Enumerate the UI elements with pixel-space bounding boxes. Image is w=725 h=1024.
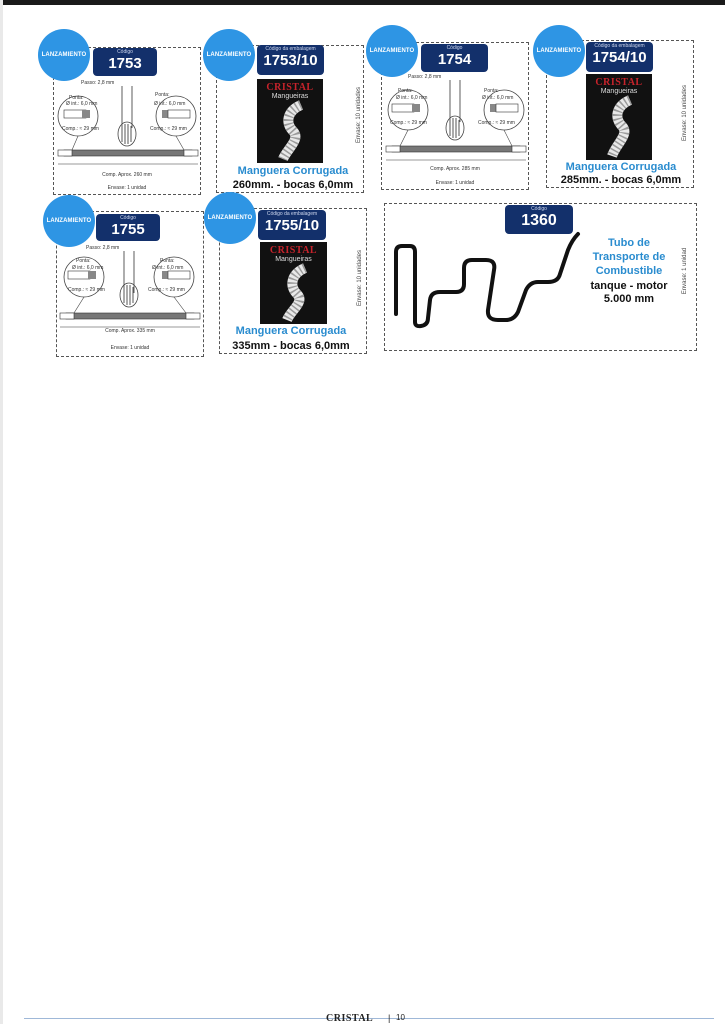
code-tag-1754 [421, 44, 488, 72]
catalog-cover-image [586, 74, 652, 160]
code-number: 1753/10 [263, 52, 318, 69]
launch-badge: LANZAMIENTO [38, 29, 90, 81]
code-number: 1754/10 [592, 49, 647, 66]
launch-badge: LANZAMIENTO [366, 25, 418, 77]
inner-diam-left: Ø int.: 6,0 mm [396, 95, 428, 101]
catalog-subtitle: Mangueiras [275, 256, 312, 263]
inner-diam-right: Ø int.: 6,0 mm [154, 101, 186, 107]
product-title: Manguera Corrugada [237, 165, 349, 177]
page-number: 10 [396, 1013, 405, 1022]
launch-badge: LANZAMIENTO [204, 192, 256, 244]
catalog-cover-image [257, 79, 323, 163]
package-vertical: Envase: 10 unidades [357, 249, 363, 307]
package-vertical: Envase: 10 unidades [682, 84, 688, 142]
catalog-subtitle: Mangueiras [271, 93, 309, 100]
catalog-brand: CRISTAL [266, 82, 314, 93]
product-description-line-1: tanque - motor [590, 280, 668, 292]
code-caption: Código da embalagem [265, 46, 316, 52]
length-small-left: Comp.: ≈ 29 mm [68, 287, 105, 293]
code-tag-1755-10 [258, 210, 326, 240]
tip-label-left: Ponta: [76, 258, 91, 264]
code-tag-1753 [93, 48, 157, 76]
product-description: 285mm. - bocas 6,0mm [560, 174, 682, 186]
catalog-cover-image [260, 242, 327, 324]
product-description: 335mm - bocas 6,0mm [232, 340, 350, 352]
package-note: Envase: 1 unidad [435, 180, 475, 186]
length-small-right: Comp.: ≈ 29 mm [148, 287, 185, 293]
inner-diam-left: Ø int.: 6,0 mm [66, 101, 98, 107]
pitch-label: Passo: 2,8 mm [81, 80, 115, 86]
package-vertical: Envase: 1 unidad [682, 247, 688, 295]
code-tag-1753-10 [257, 45, 324, 75]
code-caption: Código [117, 49, 133, 55]
code-tag-1755 [96, 214, 160, 241]
tip-label-right: Ponta: [484, 88, 499, 94]
total-length: Comp. Aprox. 335 mm [105, 328, 155, 334]
fuel-tube-image [388, 230, 588, 330]
catalog-brand: CRISTAL [269, 245, 318, 256]
top-scan-bar [0, 0, 725, 5]
length-small-right: Comp.: ≈ 29 mm [478, 120, 515, 126]
code-number: 1754 [437, 51, 472, 68]
length-small-right: Comp.: ≈ 29 mm [150, 126, 187, 132]
code-number: 1360 [521, 212, 557, 229]
code-caption: Código da embalagem [594, 43, 645, 49]
product-description: 260mm. - bocas 6,0mm [232, 179, 354, 191]
tip-label-right: Ponta: [160, 258, 175, 264]
length-small-left: Comp.: ≈ 29 mm [390, 120, 427, 126]
package-vertical: Envase: 10 unidades [356, 86, 362, 144]
tip-label-left: Ponta: [69, 95, 84, 101]
product-title: Manguera Corrugada [235, 325, 347, 337]
total-length: Comp. Aprox. 285 mm [430, 166, 480, 172]
code-number: 1753 [108, 55, 142, 72]
code-caption: Código [531, 206, 547, 212]
footer-separator: | [388, 1013, 391, 1023]
product-title: Manguera Corrugada [565, 161, 677, 173]
pitch-label: Passo: 2,8 mm [408, 74, 442, 80]
product-title-line-1: Tubo de [608, 237, 650, 249]
tip-label-left: Ponta: [398, 88, 413, 94]
launch-badge: LANZAMIENTO [43, 195, 95, 247]
catalog-brand: CRISTAL [595, 77, 643, 88]
code-caption: Código [446, 45, 463, 51]
inner-diam-left: Ø int.: 6,0 mm [72, 265, 104, 271]
catalog-subtitle: Mangueiras [600, 88, 638, 95]
code-number: 1755 [111, 221, 145, 238]
tip-label-right: Ponta: [155, 92, 170, 98]
code-number: 1755/10 [264, 217, 320, 234]
total-length: Comp. Aprox. 260 mm [102, 172, 152, 178]
product-title-line-3: Combustible [595, 265, 663, 277]
launch-badge: LANZAMIENTO [533, 25, 585, 77]
footer-brand: CRISTAL [326, 1013, 374, 1024]
product-description-line-2: 5.000 mm [603, 293, 655, 305]
code-tag-1754-10 [586, 42, 653, 72]
inner-diam-right: Ø int.: 6,0 mm [482, 95, 514, 101]
inner-diam-right: Ø int.: 6,0 mm [152, 265, 184, 271]
code-caption: Código [120, 215, 136, 221]
launch-badge: LANZAMIENTO [203, 29, 255, 81]
left-scan-edge [0, 0, 3, 1024]
pitch-label: Passo: 2,8 mm [86, 245, 120, 251]
package-note: Envase: 1 unidad [110, 345, 150, 351]
code-caption: Código da embalagem [266, 211, 318, 217]
length-small-left: Comp.: ≈ 29 mm [62, 126, 99, 132]
package-note: Envase: 1 unidad [107, 185, 147, 191]
product-title-line-2: Transporte de [592, 251, 666, 263]
